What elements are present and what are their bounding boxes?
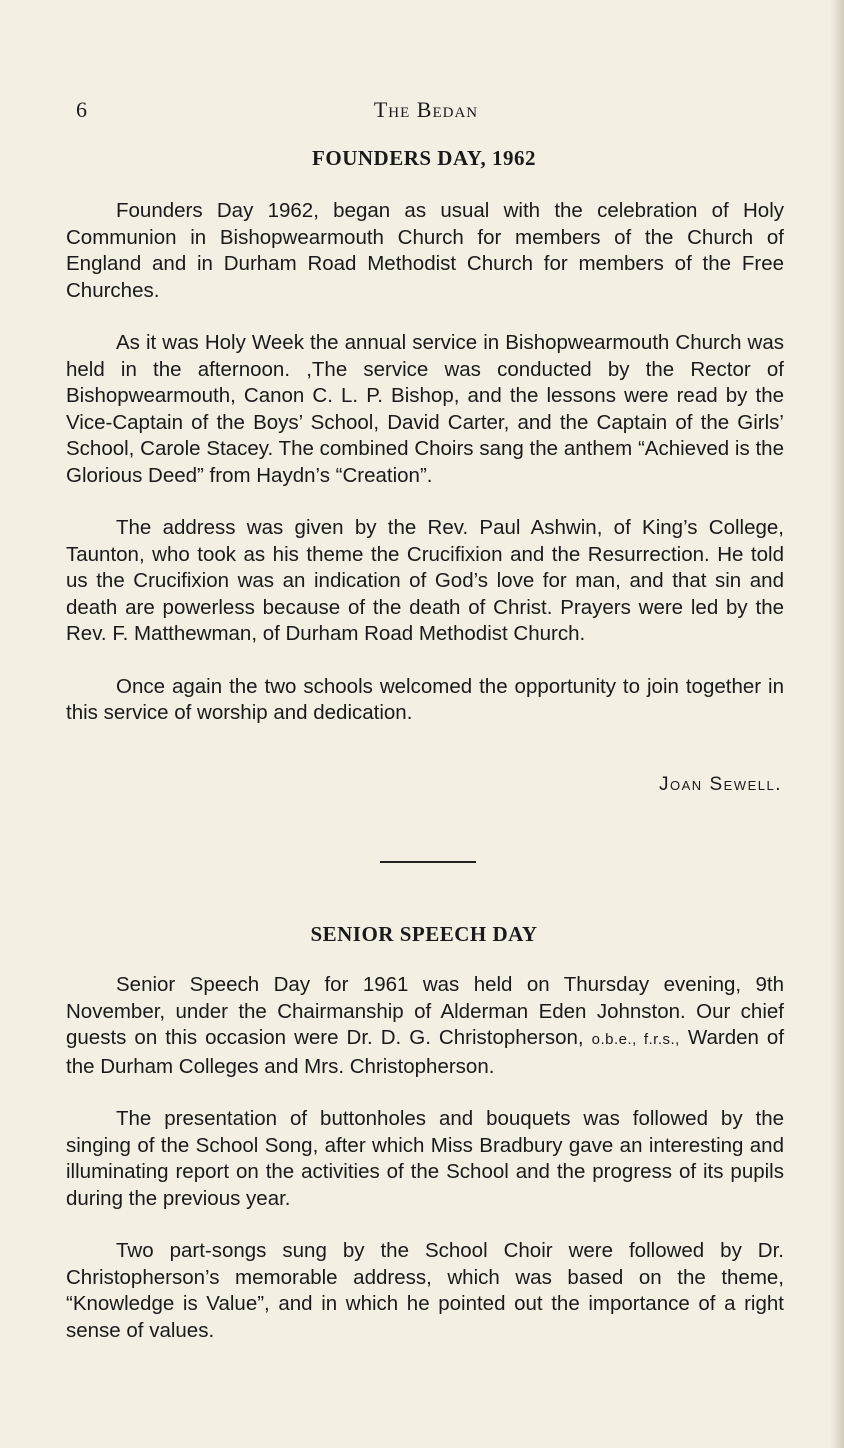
speech-paragraph-1-end: Warden of the Durham Colleges and Mrs. Christopherson.: [66, 1026, 785, 1078]
honours-abbreviation: o.b.e., f.r.s.,: [591, 1031, 680, 1048]
speech-day-body: [66, 972, 784, 1370]
founders-paragraph-2: As it was Holy Week the annual service in Bishopwearmouth Church was held in the afternoon. ,The service was conducted by the Rector of Bishopwearmouth, Canon C. L. P. Bishop, and the lessons were read by the Vice-Captain of the Boys’ School, David Carter, and the Captain of the Girls’ School, Carole Stacey. The combined Choirs sang the anthem “Achieved is the Glorious Deed” from Haydn’s “Creation”.: [66, 331, 784, 487]
author-signature: Joan Sewell.: [659, 774, 782, 795]
speech-day-title: SENIOR SPEECH DAY: [310, 922, 538, 946]
page-number: 6: [76, 97, 87, 122]
founders-paragraph-3: The address was given by the Rev. Paul Ashwin, of King’s College, Taunton, who took as his theme the Crucifixion and the Resurrection. He told us the Crucifixion was an indication of God’s love for man, and that sin and death are powerless because of the death of Christ. Prayers were led by the Rev. F. Matthewman, of Durham Road Methodist Church.: [66, 516, 784, 645]
running-title: The Bedan: [373, 97, 479, 122]
speech-paragraph-1-start: Senior Speech Day for 1961 was held on Thursday evening, 9th November, under the Chairmanship of Alderman Eden Johnston. Our chief guests on this occasion were Dr. D. G. Christopherson,: [66, 973, 784, 1049]
section-divider: [380, 861, 476, 863]
page-edge-shadow: [830, 0, 844, 1448]
speech-paragraph-3: Two part-songs sung by the School Choir were followed by Dr. Christopherson’s memorable address, which was based on the theme, “Knowledge is Value”, and in which he pointed out the importance of a right sense of values.: [66, 1239, 784, 1342]
founders-day-body: [66, 198, 784, 753]
founders-paragraph-1: Founders Day 1962, began as usual with the celebration of Holy Communion in Bishopwearmouth Church for members of the Church of England and in Durham Road Methodist Church for members of the Free Churches.: [66, 199, 784, 302]
founders-paragraph-4: Once again the two schools welcomed the opportunity to join together in this service of worship and dedication.: [66, 674, 784, 724]
speech-paragraph-1: [66, 972, 784, 1080]
page-header: [68, 97, 784, 127]
founders-day-title: FOUNDERS DAY, 1962: [312, 146, 536, 170]
speech-paragraph-2: The presentation of buttonholes and bouquets was followed by the singing of the School Song, after which Miss Bradbury gave an interesting and illuminating report on the activities of the School and the progress of its pupils during the previous year.: [66, 1107, 784, 1210]
